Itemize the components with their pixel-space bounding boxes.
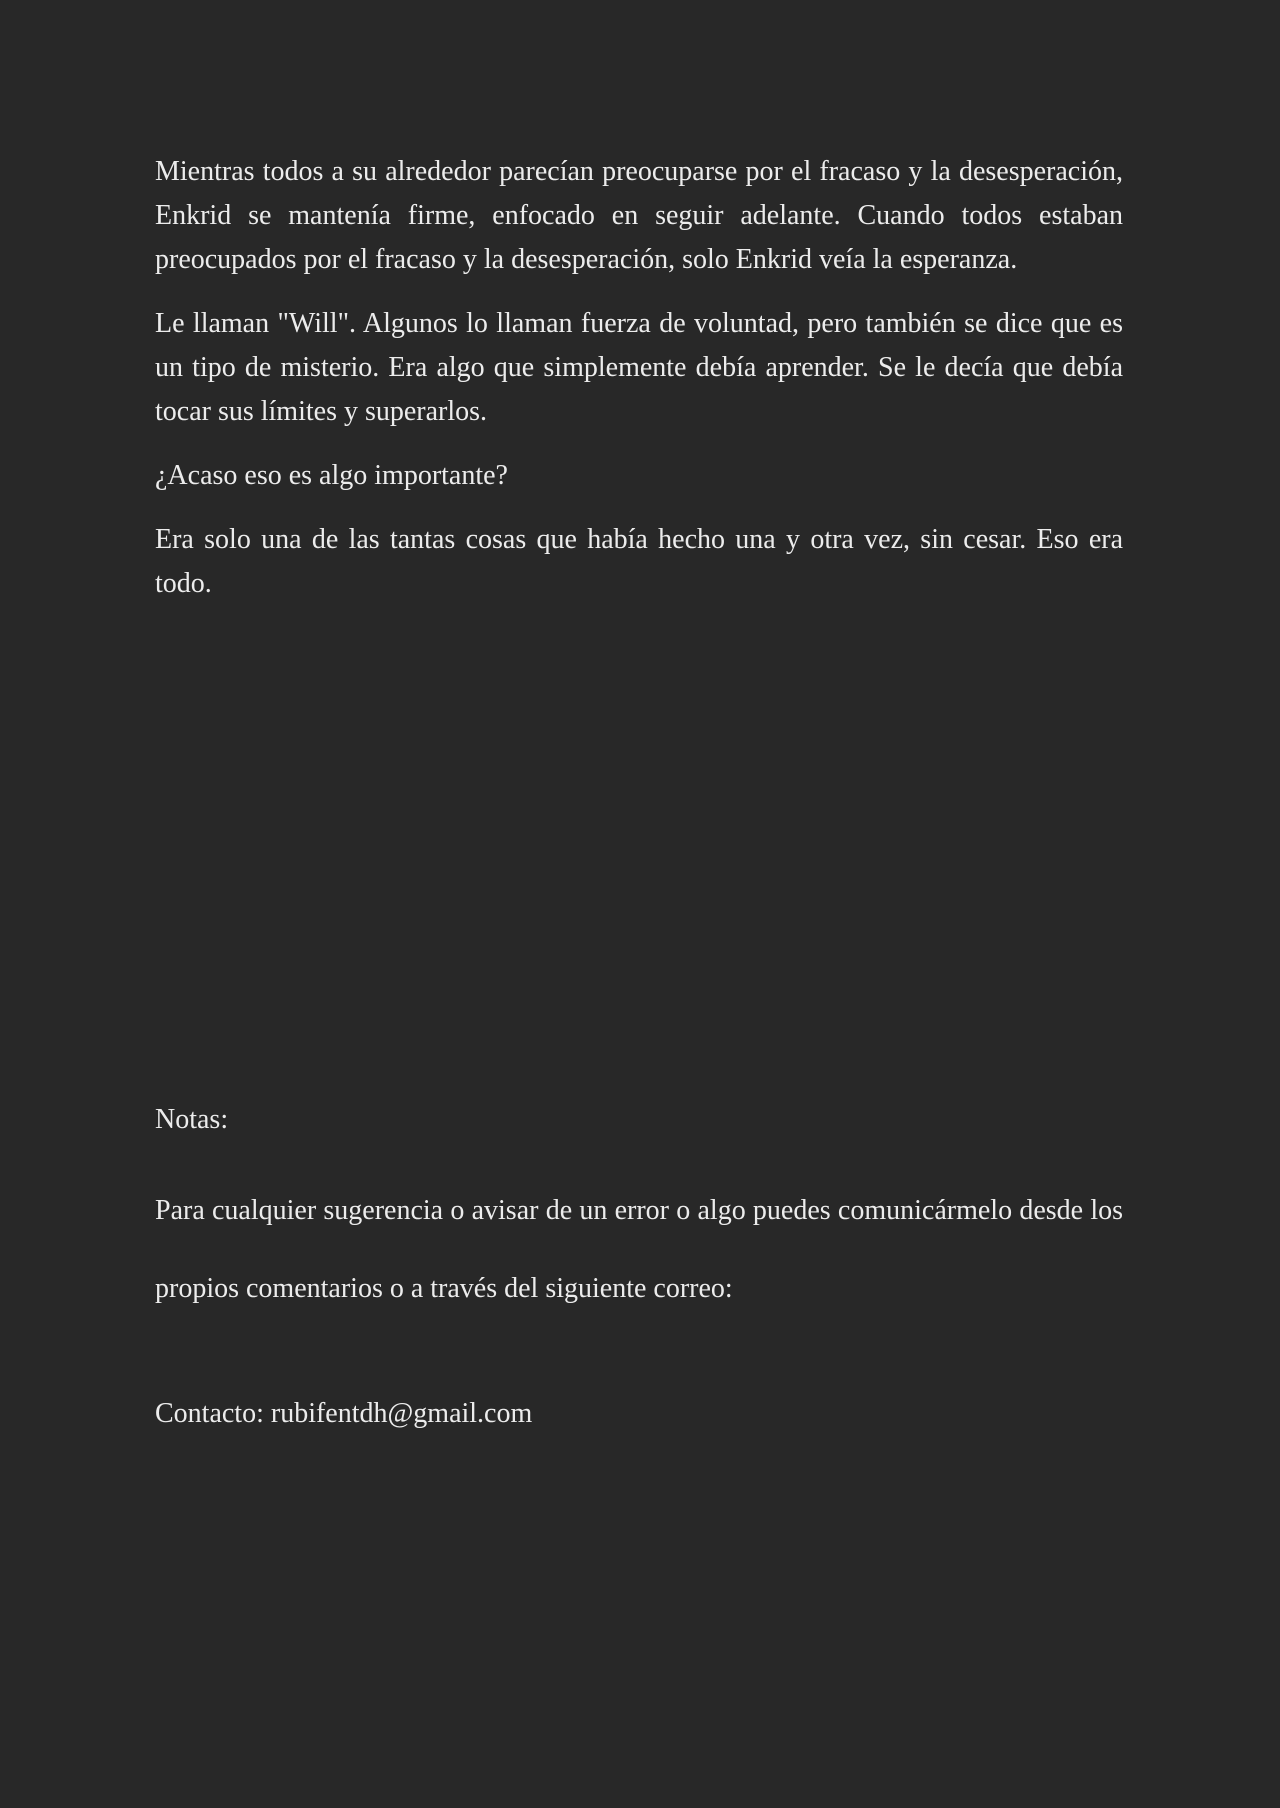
notes-section — [155, 1098, 1123, 1436]
notes-body-line-2: propios comentarios o a través del siguiente correo: — [155, 1273, 733, 1304]
notes-title: Notas: — [155, 1104, 229, 1135]
paragraph-1: Mientras todos a su alrededor parecían preocuparse por el fracaso y la desesperación, Enkrid se mantenía firme, enfocado en seguir adelante. Cuando todos estaban preocupados por el fracaso y la desesperación, solo Enkrid veía la esperanza. — [155, 156, 1123, 275]
contact-email: Contacto: rubifentdh@gmail.com — [155, 1398, 533, 1429]
notes-body — [155, 1172, 1123, 1328]
paragraph-4: Era solo una de las tantas cosas que había hecho una y otra vez, sin cesar. Eso era todo. — [155, 524, 1123, 599]
notes-body-line-1: Para cualquier sugerencia o avisar de un error o algo puedes comunicármelo desde los — [155, 1195, 1123, 1226]
paragraph-2: Le llaman "Will". Algunos lo llaman fuerza de voluntad, pero también se dice que es un tipo de misterio. Era algo que simplemente debía aprender. Se le decía que debía tocar sus límites y superarlos. — [155, 308, 1123, 427]
paragraph-3: ¿Acaso eso es algo importante? — [155, 460, 508, 491]
story-text — [155, 150, 1123, 626]
